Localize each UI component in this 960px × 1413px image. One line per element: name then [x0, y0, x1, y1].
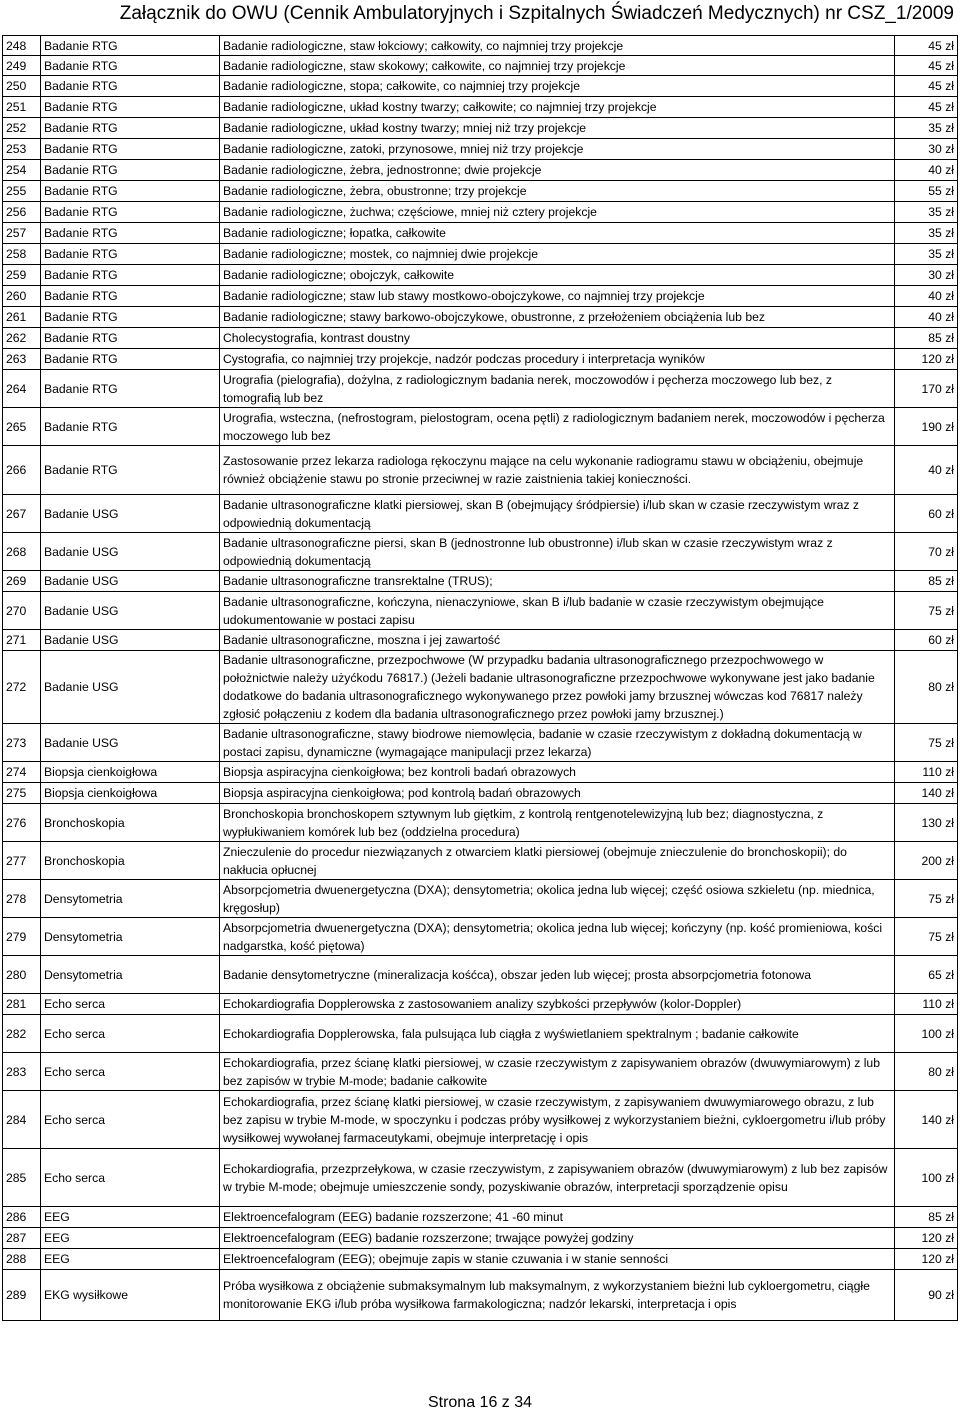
table-row	[3, 783, 958, 804]
item-description: Badanie ultrasonograficzne, przezpochwowe (W przypadku badania ultrasonograficznego przezpochwowego w położnictwie należy użyćkodu 76817.) (Jeżeli badanie ultrasonograficzne przezpochwowe wykonywane jest jako badanie dodatkowe do badania ultrasonograficznego wykonywanego przez powłoki jamy brzusznej wówczas kod 76817 należy zgłosić połączeniu z kodem dla badania ultrasonograficznego przez powłoki jamy brzusznej.)	[220, 651, 895, 724]
table-row	[3, 1228, 958, 1249]
item-number: 278	[3, 880, 41, 918]
item-price: 200 zł	[895, 842, 958, 880]
item-description: Próba wysiłkowa z obciążenie submaksymalnym lub maksymalnym, z wykorzystaniem bieżni lub cykloergometru, ciągłe monitorowanie EKG i/lub próba wysiłkowa farmakologiczna; nadzór lekarski, interpretacja i opis	[220, 1270, 895, 1321]
item-description: Badanie radiologiczne, zatoki, przynosowe, mniej niż trzy projekcje	[220, 139, 895, 160]
item-price: 85 zł	[895, 328, 958, 349]
item-category: EKG wysiłkowe	[41, 1270, 220, 1321]
item-category: Badanie RTG	[41, 139, 220, 160]
item-number: 255	[3, 181, 41, 202]
table-row	[3, 118, 958, 139]
item-category: Echo serca	[41, 1149, 220, 1207]
item-number: 262	[3, 328, 41, 349]
item-description: Badanie radiologiczne, staw łokciowy; całkowity, co najmniej trzy projekcje	[220, 36, 895, 56]
item-number: 287	[3, 1228, 41, 1249]
item-number: 273	[3, 724, 41, 762]
item-description: Badanie radiologiczne; obojczyk, całkowite	[220, 265, 895, 286]
item-price: 60 zł	[895, 495, 958, 533]
item-description: Badanie radiologiczne, żebra, jednostronne; dwie projekcje	[220, 160, 895, 181]
item-price: 110 zł	[895, 762, 958, 783]
table-row	[3, 533, 958, 571]
item-category: Badanie RTG	[41, 286, 220, 307]
item-price: 110 zł	[895, 994, 958, 1015]
table-row	[3, 1091, 958, 1149]
item-price: 100 zł	[895, 1015, 958, 1053]
item-price: 80 zł	[895, 1053, 958, 1091]
table-row	[3, 328, 958, 349]
table-row	[3, 307, 958, 328]
item-category: Badanie RTG	[41, 244, 220, 265]
item-number: 279	[3, 918, 41, 956]
item-number: 254	[3, 160, 41, 181]
item-category: Badanie RTG	[41, 202, 220, 223]
item-category: Badanie USG	[41, 571, 220, 592]
item-number: 257	[3, 223, 41, 244]
item-price: 35 zł	[895, 118, 958, 139]
item-price: 85 zł	[895, 571, 958, 592]
item-description: Badanie radiologiczne, żuchwa; częściowe, mniej niż cztery projekcje	[220, 202, 895, 223]
item-description: Absorpcjometria dwuenergetyczna (DXA); densytometria; okolica jedna lub więcej; część osiowa szkieletu (np. miednica, kręgosłup)	[220, 880, 895, 918]
table-row	[3, 804, 958, 842]
item-category: Bronchoskopia	[41, 804, 220, 842]
item-price: 45 zł	[895, 56, 958, 76]
item-category: Badanie RTG	[41, 307, 220, 328]
item-description: Badanie radiologiczne, żebra, obustronne; trzy projekcje	[220, 181, 895, 202]
item-number: 263	[3, 349, 41, 370]
item-category: Badanie RTG	[41, 370, 220, 408]
table-row	[3, 76, 958, 97]
item-number: 250	[3, 76, 41, 97]
item-description: Badanie radiologiczne, stopa; całkowite, co najmniej trzy projekcje	[220, 76, 895, 97]
item-number: 275	[3, 783, 41, 804]
item-category: Badanie USG	[41, 495, 220, 533]
item-description: Zastosowanie przez lekarza radiologa rękoczynu mające na celu wykonanie radiogramu stawu w obciążeniu, obejmuje również obciążenie stawu po stronie przeciwnej w razie zaistnienia takiej konieczności.	[220, 446, 895, 495]
table-row	[3, 202, 958, 223]
item-description: Echokardiografia Dopplerowska, fala pulsująca lub ciągła z wyświetlaniem spektralnym ; badanie całkowite	[220, 1015, 895, 1053]
item-number: 271	[3, 630, 41, 651]
item-category: Echo serca	[41, 1091, 220, 1149]
table-row	[3, 918, 958, 956]
item-category: EEG	[41, 1228, 220, 1249]
item-category: Biopsja cienkoigłowa	[41, 783, 220, 804]
item-category: Badanie RTG	[41, 36, 220, 56]
item-number: 285	[3, 1149, 41, 1207]
table-row	[3, 265, 958, 286]
item-category: Badanie RTG	[41, 160, 220, 181]
item-number: 252	[3, 118, 41, 139]
item-number: 267	[3, 495, 41, 533]
item-price: 190 zł	[895, 408, 958, 446]
table-row	[3, 994, 958, 1015]
table-row	[3, 408, 958, 446]
item-category: Badanie RTG	[41, 328, 220, 349]
item-description: Biopsja aspiracyjna cienkoigłowa; bez kontroli badań obrazowych	[220, 762, 895, 783]
item-price: 140 zł	[895, 783, 958, 804]
item-description: Elektroencefalogram (EEG) badanie rozszerzone; 41 -60 minut	[220, 1207, 895, 1228]
table-row	[3, 724, 958, 762]
item-description: Badanie ultrasonograficzne, stawy biodrowe niemowlęcia, badanie w czasie rzeczywistym z dokładną dokumentacją w postaci zapisu, dynamiczne (wymagające manipulacji przez lekarza)	[220, 724, 895, 762]
item-number: 265	[3, 408, 41, 446]
item-price: 75 zł	[895, 724, 958, 762]
item-number: 270	[3, 592, 41, 630]
item-number: 266	[3, 446, 41, 495]
item-description: Echokardiografia, przezprzełykowa, w czasie rzeczywistym, z zapisywaniem obrazów (dwuwymiarowym) z lub bez zapisów w trybie M-mode; obejmuje umieszczenie sondy, pozyskiwanie obrazów, interpretacji sporządzenie opisu	[220, 1149, 895, 1207]
table-row	[3, 1249, 958, 1270]
item-category: Badanie RTG	[41, 349, 220, 370]
item-category: Echo serca	[41, 1015, 220, 1053]
item-number: 258	[3, 244, 41, 265]
item-price: 55 zł	[895, 181, 958, 202]
table-row	[3, 244, 958, 265]
item-description: Badanie radiologiczne; staw lub stawy mostkowo-obojczykowe, co najmniej trzy projekcje	[220, 286, 895, 307]
item-category: Badanie RTG	[41, 118, 220, 139]
item-number: 249	[3, 56, 41, 76]
item-category: Badanie RTG	[41, 408, 220, 446]
item-number: 286	[3, 1207, 41, 1228]
table-row	[3, 592, 958, 630]
item-price: 35 zł	[895, 223, 958, 244]
item-category: Badanie RTG	[41, 76, 220, 97]
item-number: 269	[3, 571, 41, 592]
item-description: Cholecystografia, kontrast doustny	[220, 328, 895, 349]
item-price: 40 zł	[895, 286, 958, 307]
item-price: 85 zł	[895, 1207, 958, 1228]
item-description: Badanie ultrasonograficzne klatki piersiowej, skan B (obejmujący śródpiersie) i/lub skan w czasie rzeczywistym wraz z odpowiednią dokumentacją	[220, 495, 895, 533]
item-price: 75 zł	[895, 592, 958, 630]
item-number: 264	[3, 370, 41, 408]
item-price: 45 zł	[895, 97, 958, 118]
item-description: Echokardiografia, przez ścianę klatki piersiowej, w czasie rzeczywistym, z zapisywaniem dwuwymiarowego obrazu, z lub bez zapisu w trybie M-mode, w spoczynku i podczas próby wysiłkowej z wykorzystaniem bieżni, cykloergometru i/lub próby wysiłkowej wywołanej farmaceutykami, obejmuje interpretację i opis	[220, 1091, 895, 1149]
page-number: Strona 16 z 34	[427, 1394, 533, 1411]
table-row	[3, 286, 958, 307]
item-description: Badanie ultrasonograficzne transrektalne (TRUS);	[220, 571, 895, 592]
table-row	[3, 1270, 958, 1321]
item-price: 75 zł	[895, 880, 958, 918]
item-category: Badanie RTG	[41, 223, 220, 244]
item-number: 268	[3, 533, 41, 571]
table-row	[3, 1015, 958, 1053]
item-category: Bronchoskopia	[41, 842, 220, 880]
item-description: Elektroencefalogram (EEG) badanie rozszerzone; trwające powyżej godziny	[220, 1228, 895, 1249]
item-price: 170 zł	[895, 370, 958, 408]
item-price: 70 zł	[895, 533, 958, 571]
item-description: Cystografia, co najmniej trzy projekcje, nadzór podczas procedury i interpretacja wyników	[220, 349, 895, 370]
item-category: Densytometria	[41, 956, 220, 994]
item-description: Urografia (pielografia), dożylna, z radiologicznym badania nerek, moczowodów i pęcherza moczowego lub bez, z tomografią lub bez	[220, 370, 895, 408]
item-category: Echo serca	[41, 1053, 220, 1091]
table-row	[3, 349, 958, 370]
item-price: 140 zł	[895, 1091, 958, 1149]
document-header: Załącznik do OWU (Cennik Ambulatoryjnych i Szpitalnych Świadczeń Medycznych) nr CSZ_1/2009	[119, 3, 954, 24]
item-description: Znieczulenie do procedur niezwiązanych z otwarciem klatki piersiowej (obejmuje znieczulenie do bronchoskopii); do nakłucia opłucnej	[220, 842, 895, 880]
item-description: Badanie ultrasonograficzne piersi, skan B (jednostronne lub obustronne) i/lub skan w czasie rzeczywistym wraz z odpowiednią dokumentacją	[220, 533, 895, 571]
item-price: 120 zł	[895, 349, 958, 370]
item-price: 90 zł	[895, 1270, 958, 1321]
table-row	[3, 880, 958, 918]
table-row	[3, 630, 958, 651]
table-row	[3, 36, 958, 56]
item-number: 272	[3, 651, 41, 724]
item-number: 277	[3, 842, 41, 880]
item-price: 65 zł	[895, 956, 958, 994]
table-row	[3, 956, 958, 994]
item-category: Badanie RTG	[41, 97, 220, 118]
item-price: 45 zł	[895, 36, 958, 56]
table-row	[3, 139, 958, 160]
item-price: 30 zł	[895, 265, 958, 286]
item-number: 248	[3, 36, 41, 56]
item-description: Elektroencefalogram (EEG); obejmuje zapis w stanie czuwania i w stanie senności	[220, 1249, 895, 1270]
table-row	[3, 181, 958, 202]
item-number: 253	[3, 139, 41, 160]
item-number: 261	[3, 307, 41, 328]
item-category: Echo serca	[41, 994, 220, 1015]
item-price: 35 zł	[895, 244, 958, 265]
item-category: Badanie RTG	[41, 446, 220, 495]
item-description: Badanie radiologiczne; mostek, co najmniej dwie projekcje	[220, 244, 895, 265]
item-price: 40 zł	[895, 160, 958, 181]
item-price: 40 zł	[895, 446, 958, 495]
table-row	[3, 842, 958, 880]
table-row	[3, 56, 958, 76]
table-row	[3, 651, 958, 724]
table-row	[3, 571, 958, 592]
item-price: 60 zł	[895, 630, 958, 651]
item-number: 289	[3, 1270, 41, 1321]
item-price: 35 zł	[895, 202, 958, 223]
item-number: 274	[3, 762, 41, 783]
item-number: 251	[3, 97, 41, 118]
item-number: 288	[3, 1249, 41, 1270]
item-price: 45 zł	[895, 76, 958, 97]
item-price: 100 zł	[895, 1149, 958, 1207]
item-number: 259	[3, 265, 41, 286]
item-number: 280	[3, 956, 41, 994]
item-number: 284	[3, 1091, 41, 1149]
price-list-table	[2, 35, 958, 1321]
table-row	[3, 1207, 958, 1228]
item-price: 120 zł	[895, 1228, 958, 1249]
table-row	[3, 370, 958, 408]
item-category: Biopsja cienkoigłowa	[41, 762, 220, 783]
item-price: 40 zł	[895, 307, 958, 328]
item-category: Densytometria	[41, 880, 220, 918]
item-category: Badanie USG	[41, 651, 220, 724]
item-category: EEG	[41, 1249, 220, 1270]
item-description: Badanie ultrasonograficzne, kończyna, nienaczyniowe, skan B i/lub badanie w czasie rzeczywistym obejmujące udokumentowanie w postaci zapisu	[220, 592, 895, 630]
item-number: 283	[3, 1053, 41, 1091]
item-number: 282	[3, 1015, 41, 1053]
item-description: Bronchoskopia bronchoskopem sztywnym lub giętkim, z kontrolą rentgenotelewizyjną lub bez; diagnostyczna, z wypłukiwaniem komórek lub bez (oddzielna procedura)	[220, 804, 895, 842]
item-price: 30 zł	[895, 139, 958, 160]
item-number: 260	[3, 286, 41, 307]
table-row	[3, 97, 958, 118]
item-description: Badanie radiologiczne; stawy barkowo-obojczykowe, obustronne, z przełożeniem obciążenia lub bez	[220, 307, 895, 328]
item-description: Biopsja aspiracyjna cienkoigłowa; pod kontrolą badań obrazowych	[220, 783, 895, 804]
item-price: 80 zł	[895, 651, 958, 724]
item-description: Urografia, wsteczna, (nefrostogram, pielostogram, ocena pętli) z radiologicznym badaniem nerek, moczowodów i pęcherza moczowego lub bez	[220, 408, 895, 446]
item-description: Badanie ultrasonograficzne, moszna i jej zawartość	[220, 630, 895, 651]
item-description: Badanie radiologiczne; łopatka, całkowite	[220, 223, 895, 244]
item-number: 276	[3, 804, 41, 842]
table-row	[3, 446, 958, 495]
item-category: Badanie USG	[41, 533, 220, 571]
item-category: Badanie USG	[41, 724, 220, 762]
item-category: EEG	[41, 1207, 220, 1228]
item-description: Badanie radiologiczne, staw skokowy; całkowite, co najmniej trzy projekcje	[220, 56, 895, 76]
item-category: Badanie RTG	[41, 56, 220, 76]
item-price: 130 zł	[895, 804, 958, 842]
item-description: Echokardiografia, przez ścianę klatki piersiowej, w czasie rzeczywistym z zapisywaniem obrazów (dwuwymiarowym) z lub bez zapisów w trybie M-mode; badanie całkowite	[220, 1053, 895, 1091]
item-price: 75 zł	[895, 918, 958, 956]
table-row	[3, 1053, 958, 1091]
item-category: Badanie RTG	[41, 181, 220, 202]
item-description: Echokardiografia Dopplerowska z zastosowaniem analizy szybkości przepływów (kolor-Doppler)	[220, 994, 895, 1015]
table-row	[3, 1149, 958, 1207]
item-category: Badanie RTG	[41, 265, 220, 286]
item-description: Badanie radiologiczne, układ kostny twarzy; całkowite; co najmniej trzy projekcje	[220, 97, 895, 118]
item-description: Absorpcjometria dwuenergetyczna (DXA); densytometria; okolica jedna lub więcej; kończyny (np. kość promieniowa, kości nadgarstka, kość piętowa)	[220, 918, 895, 956]
table-row	[3, 762, 958, 783]
table-row	[3, 495, 958, 533]
item-number: 281	[3, 994, 41, 1015]
table-row	[3, 160, 958, 181]
item-number: 256	[3, 202, 41, 223]
item-price: 120 zł	[895, 1249, 958, 1270]
item-description: Badanie radiologiczne, układ kostny twarzy; mniej niż trzy projekcje	[220, 118, 895, 139]
item-description: Badanie densytometryczne (mineralizacja kośćca), obszar jeden lub więcej; prosta absorpcjometria fotonowa	[220, 956, 895, 994]
item-category: Badanie USG	[41, 630, 220, 651]
item-category: Badanie USG	[41, 592, 220, 630]
table-row	[3, 223, 958, 244]
item-category: Densytometria	[41, 918, 220, 956]
